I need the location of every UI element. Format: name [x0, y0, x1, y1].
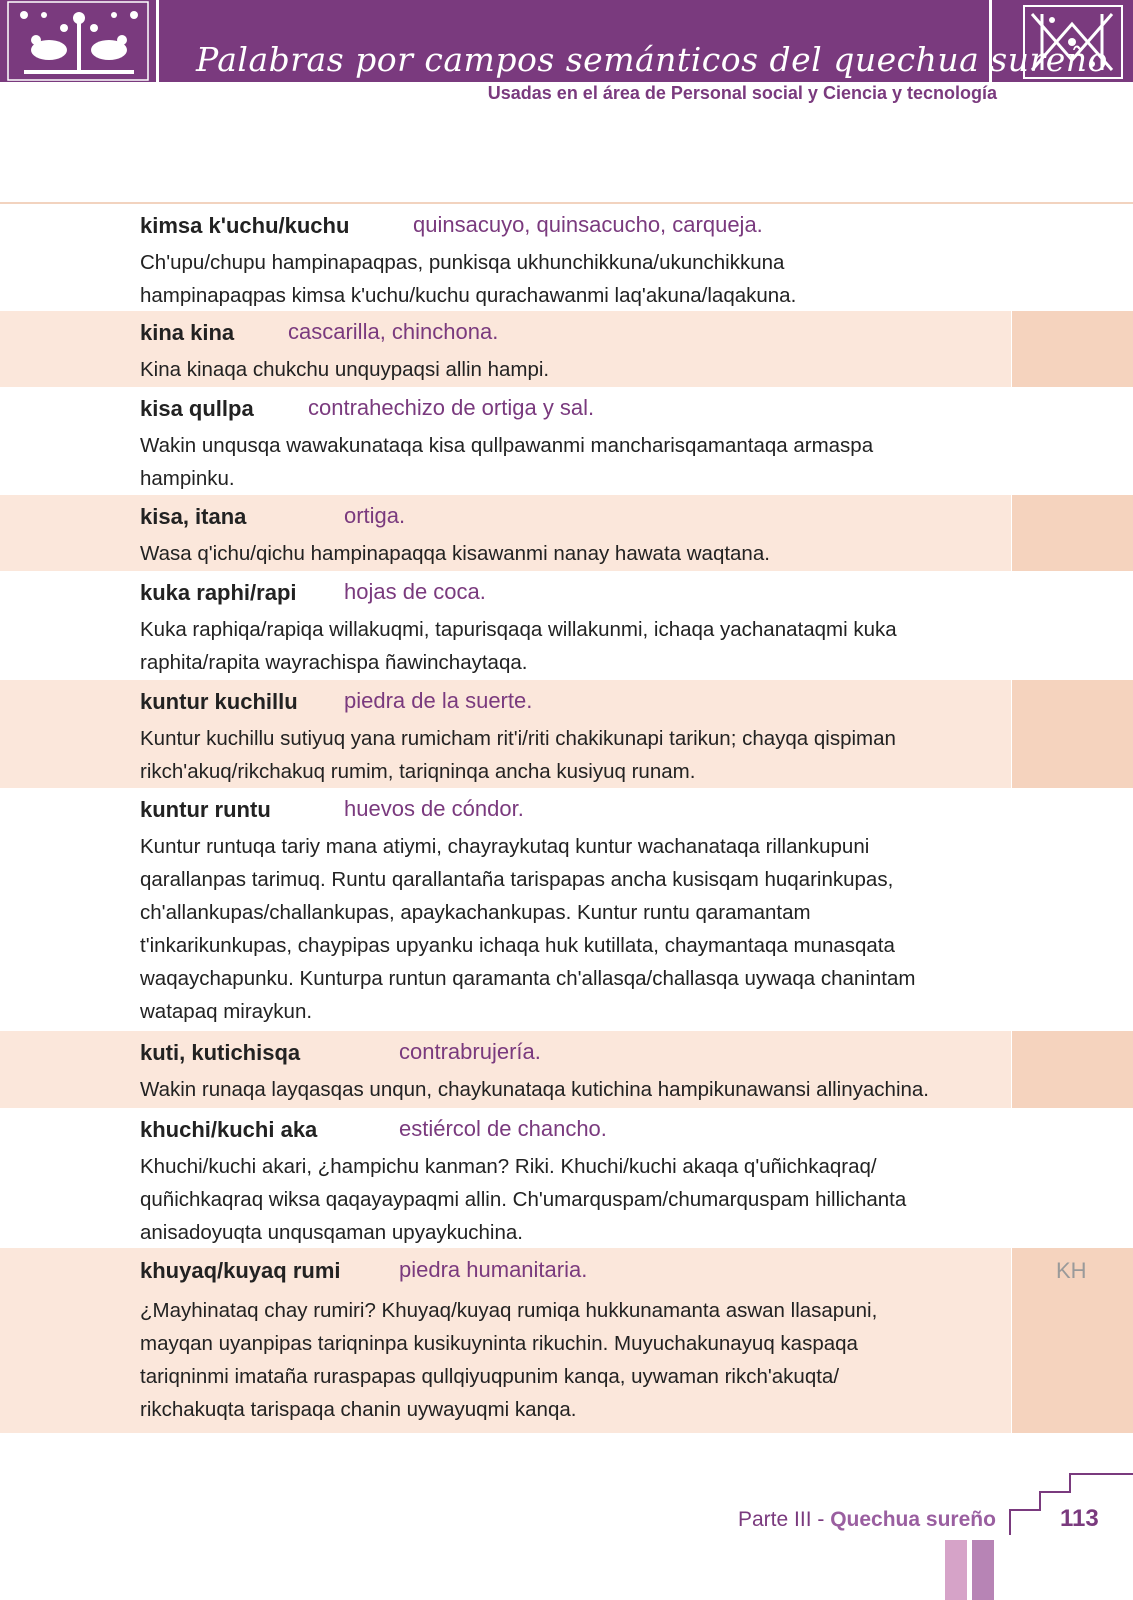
- side-tab: [1012, 680, 1133, 788]
- example-text: Ch'upu/chupu hampinapaqpas, punkisqa ukhunchikkuna/ukunchikkuna hampinapaqpas kimsa k'uchu/kuchu qurachawanmi laq'akuna/laqakuna.: [140, 251, 797, 307]
- entry: [0, 204, 1011, 310]
- entry: [0, 387, 1011, 495]
- footer-part-label: Parte III - Quechua sureño: [738, 1508, 996, 1531]
- headword: kuka raphi/rapi: [140, 580, 297, 605]
- entry: [0, 571, 1011, 680]
- translation: hojas de coca.: [344, 579, 486, 604]
- page-subtitle: Usadas en el área de Personal social y Ciencia y tecnología: [487, 83, 997, 103]
- headword: khuchi/kuchi aka: [140, 1117, 318, 1142]
- entry: [0, 1248, 1011, 1433]
- example-text: Wakin runaqa layqasqas unqun, chaykunataqa kutichina hampikunawansi allinyachina.: [140, 1078, 929, 1101]
- side-tab: [1012, 311, 1133, 387]
- example-text: Kina kinaqa chukchu unquypaqsi allin hampi.: [140, 358, 550, 381]
- entry: [0, 311, 1011, 387]
- headword: kisa, itana: [140, 504, 247, 529]
- side-tab: [1012, 1031, 1133, 1108]
- headword: kisa qullpa: [140, 396, 254, 421]
- translation: contrahechizo de ortiga y sal.: [308, 395, 595, 420]
- example-text: Khuchi/kuchi akari, ¿hampichu kanman? Riki. Khuchi/kuchi akaqa q'uñichkaqraq/ quñichkaqraq wiksa qaqayaypaqmi allin. Ch'umarquspam/chumarquspam hillichanta anisadoyuqta unqusqaman upyaykuchina.: [140, 1155, 907, 1244]
- page-header: [0, 0, 1133, 82]
- entry: [0, 495, 1011, 571]
- headword: kimsa k'uchu/kuchu: [140, 213, 350, 238]
- entry: [0, 680, 1011, 788]
- translation: huevos de cóndor.: [344, 796, 524, 821]
- example-text: ¿Mayhinataq chay rumiri? Khuyaq/kuyaq rumiqa hukkunamanta aswan llasapuni, mayqan uyanpipas tariqninpa kusikuyninta rikuchin. Muyuchakunayuq kaspaqa tariqninmi imataña ruraspapas qullqiyuqpunim kanqa, uywaman rikch'akuqta/ rikchakuqta tarispaqa chanin uywayuqmi kanqa.: [140, 1299, 878, 1421]
- header-separator: [156, 0, 159, 82]
- translation: quinsacuyo, quinsacucho, carqueja.: [413, 212, 763, 237]
- translation: piedra humanitaria.: [399, 1257, 588, 1282]
- example-text: Wasa q'ichu/qichu hampinapaqqa kisawanmi nanay hawata waqtana.: [140, 542, 770, 565]
- headword: kina kina: [140, 320, 235, 345]
- section-tab-label: KH: [1056, 1258, 1087, 1283]
- headword: kuntur runtu: [140, 797, 271, 822]
- headword: khuyaq/kuyaq rumi: [140, 1258, 341, 1283]
- entry: [0, 788, 1011, 1031]
- side-tab: [1012, 495, 1133, 571]
- example-text: Kuka raphiqa/rapiqa willakuqmi, tapurisqaqa willakunmi, ichaqa yachanataqmi kuka raphita/rapita wayrachispa ñawinchaytaqa.: [140, 618, 897, 674]
- footer-bar: [945, 1540, 967, 1600]
- translation: ortiga.: [344, 503, 406, 528]
- entry: [0, 1031, 1011, 1108]
- headword: kuti, kutichisqa: [140, 1040, 301, 1065]
- stairs-decoration-icon: [1000, 1470, 1133, 1600]
- headword: kuntur kuchillu: [140, 689, 298, 714]
- footer-bar: [972, 1540, 994, 1600]
- example-text: Kuntur runtuqa tariy mana atiymi, chayraykutaq kuntur wachanataqa rillankupuni qarallanpas tarimuq. Runtu qarallantaña tarispapas ancha kusisqam huqarinkupas, ch'allankupas/challankupas, apaykachankupas. Kuntur runtu qaramantam t'inkarikunkupas, chaypipas upyanku ichaqa huk kutillata, chaymantaqa munasqata waqaychapunku. Kunturpa runtun qaramanta ch'allasqa/challasqa uywaqa chanintam watapaq miraykun.: [140, 835, 916, 1023]
- page-title: Palabras por campos semánticos del quechua sureño: [196, 40, 1108, 79]
- example-text: Wakin unqusqa wawakunataqa kisa qullpawanmi mancharisqamantaqa armaspa hampinku.: [140, 434, 874, 490]
- example-text: Kuntur kuchillu sutiyuq yana rumicham rit'i/riti chakikunapi tarikun; chayqa qispiman rikch'akuq/rikchakuq rumim, tariqninqa ancha kusiyuq runam.: [140, 727, 896, 783]
- translation: contrabrujería.: [399, 1039, 541, 1064]
- translation: piedra de la suerte.: [344, 688, 533, 713]
- birds-tree-emblem-icon: [4, 0, 154, 82]
- translation: cascarilla, chinchona.: [288, 319, 499, 344]
- translation: estiércol de chancho.: [399, 1116, 607, 1141]
- entry: [0, 1108, 1011, 1248]
- page-number: 113: [1060, 1505, 1099, 1532]
